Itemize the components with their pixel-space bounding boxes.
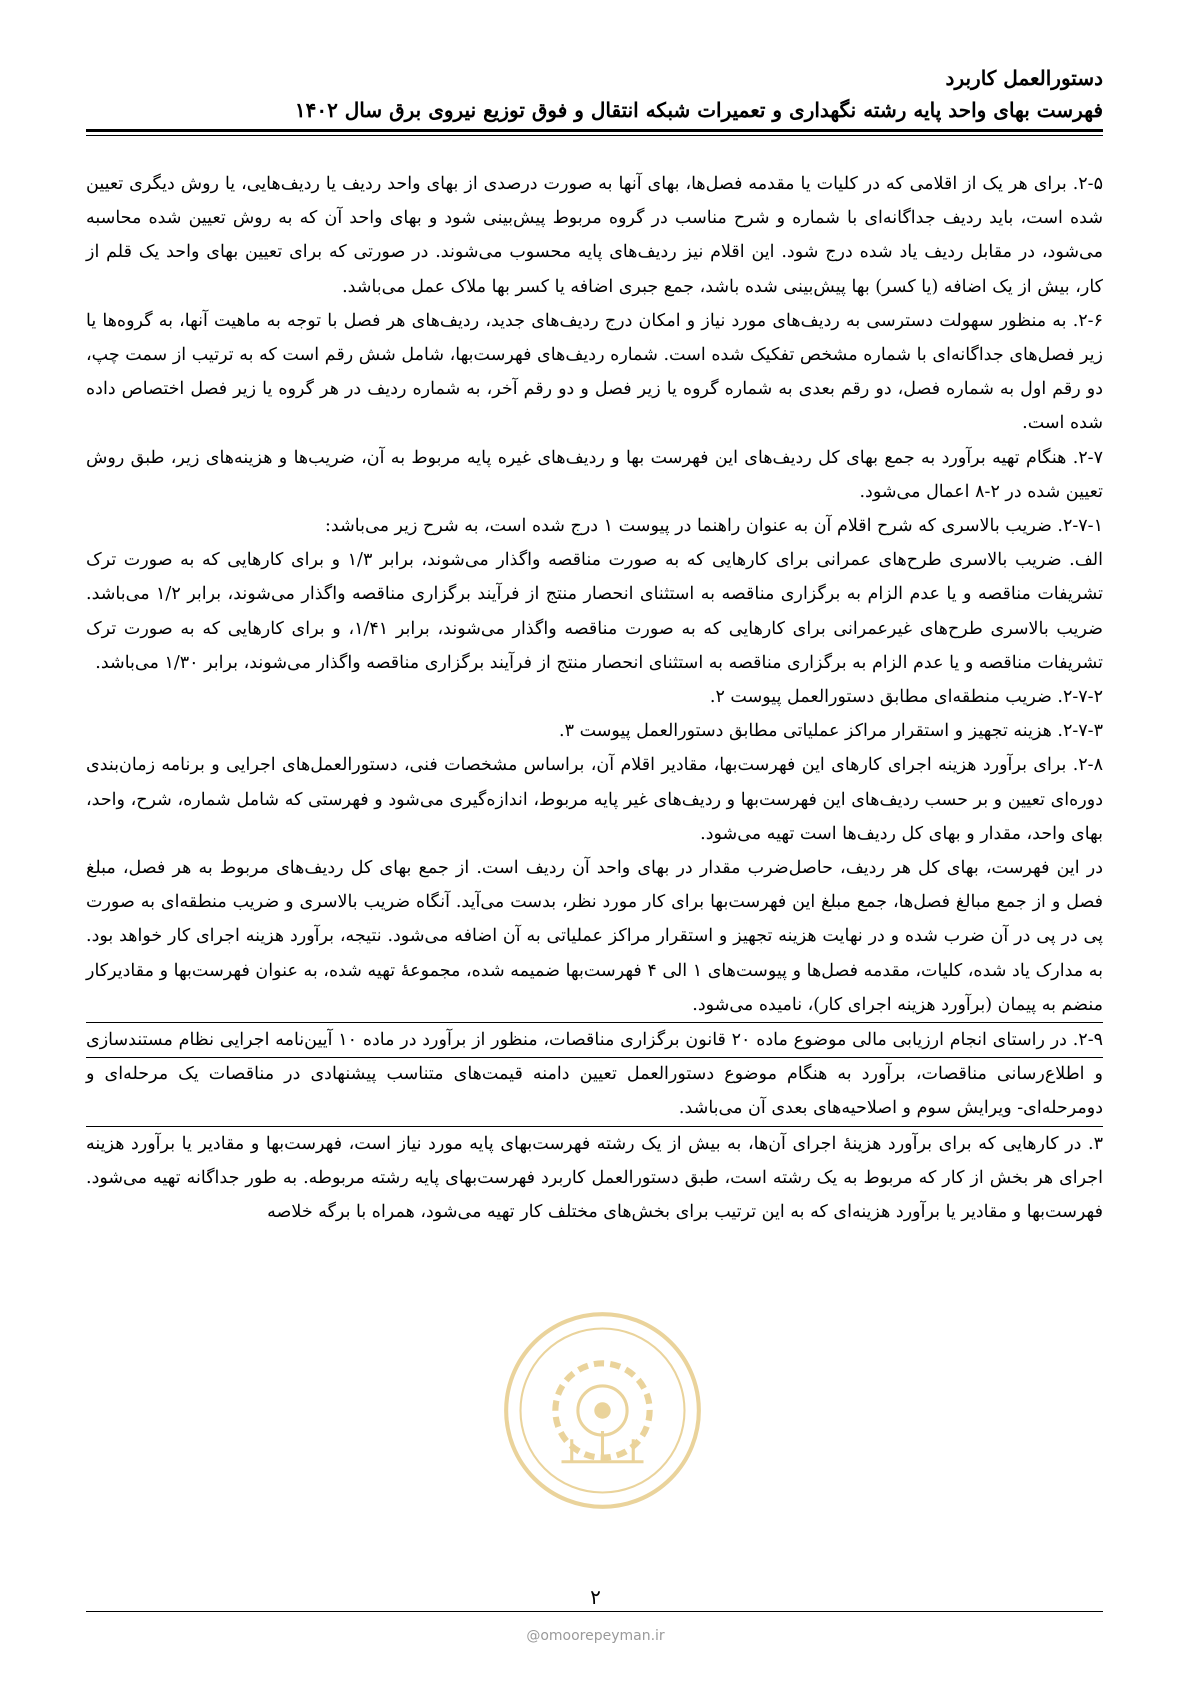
paragraph-2-5: ۲-۵. برای هر یک از اقلامی که در کلیات یا مقدمه فصل‌ها، بهای آنها به صورت درصدی از بهای واحد ردیف یا ردیف‌هایی، یا روش دیگری تعیین شده است، باید ردیف جداگانه‌ای با شماره و شرح مناسب در گروه مربوط پیش‌بینی شود و بهای واحد آن که به روش تعیین شده محاسبه می‌شود، در مقابل ردیف یاد شده درج شود. این اقلام نیز ردیف‌های پایه محسوب می‌شوند. در صورتی که برای تعیین بهای واحد یک قلم از کار، بیش از یک اضافه (یا کسر) بها پیش‌بینی شده باشد، جمع جبری اضافه یا کسر بها ملاک عمل می‌باشد. <box>86 174 1103 297</box>
paragraph-2-8-continued: در این فهرست، بهای کل هر ردیف، حاصل‌ضرب مقدار در بهای واحد آن ردیف است. از جمع بهای کل ردیف‌های مربوط به هر فصل، مبلغ فصل و از جمع مبالغ فصل‌ها، جمع مبلغ این فهرست‌بها برای کار مورد نظر، بدست می‌آید. آنگاه ضریب بالاسری و ضریب منطقه‌ای به صورت پی در پی در آن ضرب شده و در نهایت هزینه تجهیز و استقرار مراکز عملیاتی به آن اضافه می‌شود. نتیجه، برآورد هزینه اجرای کار خواهد بود. به مدارک یاد شده، کلیات، مقدمه فصل‌ها و پیوست‌های ۱ الی ۴ فهرست‌بها ضمیمه شده، مجموعهٔ تهیه شده، به عنوان فهرست‌بها و مقادیرکار منضم به پیمان (برآورد هزینه اجرای کار)، نامیده می‌شود. <box>86 858 1103 1015</box>
header-subtitle: فهرست بهای واحد پایه رشته نگهداری و تعمیرات شبکه انتقال و فوق توزیع نیروی برق سال ۱۴۰۲ <box>294 98 1103 122</box>
footer-rule <box>86 1611 1103 1612</box>
paragraph-2-9: ۲-۹. در راستای انجام ارزیابی مالی موضوع ماده ۲۰ قانون برگزاری مناقصات، منظور از برآورد در ماده ۱۰ آیین‌نامه اجرایی نظام مستندسازی و اطلاع‌رسانی مناقصات، برآورد به هنگام موضوع دستورالعمل تعیین دامنه قیمت‌های متناسب پیشنهادی در مناقصات یک مرحله‌ای و دومرحله‌ای- ویرایش سوم و اصلاحیه‌های بعدی آن می‌باشد. <box>86 1022 1103 1127</box>
page-number: ۲ <box>590 1585 601 1609</box>
seal-watermark-icon <box>500 1308 705 1513</box>
header-title: دستورالعمل کاربرد <box>945 66 1103 90</box>
paragraph-2-7-1: ۲-۷-۱. ضریب بالاسری که شرح اقلام آن به عنوان راهنما در پیوست ۱ درج شده است، به شرح زیر می‌باشد: <box>325 516 1103 537</box>
paragraph-2-8: ۲-۸. برای برآورد هزینه اجرای کارهای این فهرست‌بها، مقادیر اقلام آن، براساس مشخصات فنی، دستورالعمل‌های اجرایی و برنامه زمان‌بندی دوره‌ای تعیین و بر حسب ردیف‌های این فهرست‌بها و ردیف‌های غیر پایه مربوط، اندازه‌گیری می‌شود و فهرستی که شامل شماره، شرح، واحد، بهای واحد، مقدار و بهای کل ردیف‌ها است تهیه می‌شود. <box>86 755 1103 844</box>
paragraph-2-7-3: ۲-۷-۳. هزینه تجهیز و استقرار مراکز عملیاتی مطابق دستورالعمل پیوست ۳. <box>559 721 1103 742</box>
paragraph-2-7: ۲-۷. هنگام تهیه برآورد به جمع بهای کل ردیف‌های این فهرست بها و ردیف‌های غیره پایه مربوط به آن، ضریب‌ها و هزینه‌های زیر، طبق روش تعیین شده در ۲-۸ اعمال می‌شود. <box>86 447 1103 502</box>
footer-credit: @omoorepeyman.ir <box>526 1628 665 1644</box>
paragraph-2-7-2: ۲-۷-۲. ضریب منطقه‌ای مطابق دستورالعمل پیوست ۲. <box>709 687 1103 708</box>
paragraph-3: ۳. در کارهایی که برای برآورد هزینهٔ اجرای آن‌ها، به بیش از یک رشته فهرست‌بهای پایه مورد نیاز است، فهرست‌بها و مقادیر یا برآورد هزینه اجرای هر بخش از کار که مربوط به یک رشته است، طبق دستورالعمل کاربرد فهرست‌بهای پایه رشته مربوطه. به طور جداگانه تهیه می‌شود. فهرست‌بها و مقادیر یا برآورد هزینه‌ای که به این ترتیب برای بخش‌های مختلف کار تهیه می‌شود، همراه با برگه خلاصه <box>86 1133 1103 1223</box>
document-body <box>86 167 1103 1229</box>
paragraph-2-6: ۲-۶. به منظور سهولت دسترسی به ردیف‌های مورد نیاز و امکان درج ردیف‌های جدید، ردیف‌های هر فصل با توجه به ماهیت آنها، به گروه‌ها یا زیر فصل‌های جداگانه‌ای با شماره مشخص تفکیک شده است. شماره ردیف‌های فهرست‌بها، شامل شش رقم است که به ترتیب از سمت چپ، دو رقم اول به شماره فصل، دو رقم بعدی به شماره گروه یا زیر فصل و دو رقم آخر، به شماره ردیف در هر گروه یا زیر فصل اختصاص داده شده است. <box>86 310 1103 434</box>
page-header <box>86 62 1103 126</box>
header-rule-thick <box>86 129 1103 132</box>
paragraph-alef: الف. ضریب بالاسری طرح‌های عمرانی برای کارهایی که به صورت مناقصه واگذار می‌شوند، برابر ۱/۳ و برای کارهایی که به صورت ترک تشریفات مناقصه و یا عدم الزام به برگزاری مناقصه به استثنای انحصار منتج از فرآیند برگزاری مناقصه واگذار می‌شوند، برابر ۱/۲ می‌باشد. ضریب بالاسری طرح‌های غیرعمرانی برای کارهایی که به صورت مناقصه واگذار می‌شوند، برابر ۱/۴۱، و برای کارهایی که به صورت ترک تشریفات مناقصه و یا عدم الزام به برگزاری مناقصه به استثنای انحصار منتج از فرآیند برگزاری مناقصه واگذار می‌شوند، برابر ۱/۳۰ می‌باشد. <box>86 550 1104 673</box>
header-rule-thin <box>86 135 1103 136</box>
